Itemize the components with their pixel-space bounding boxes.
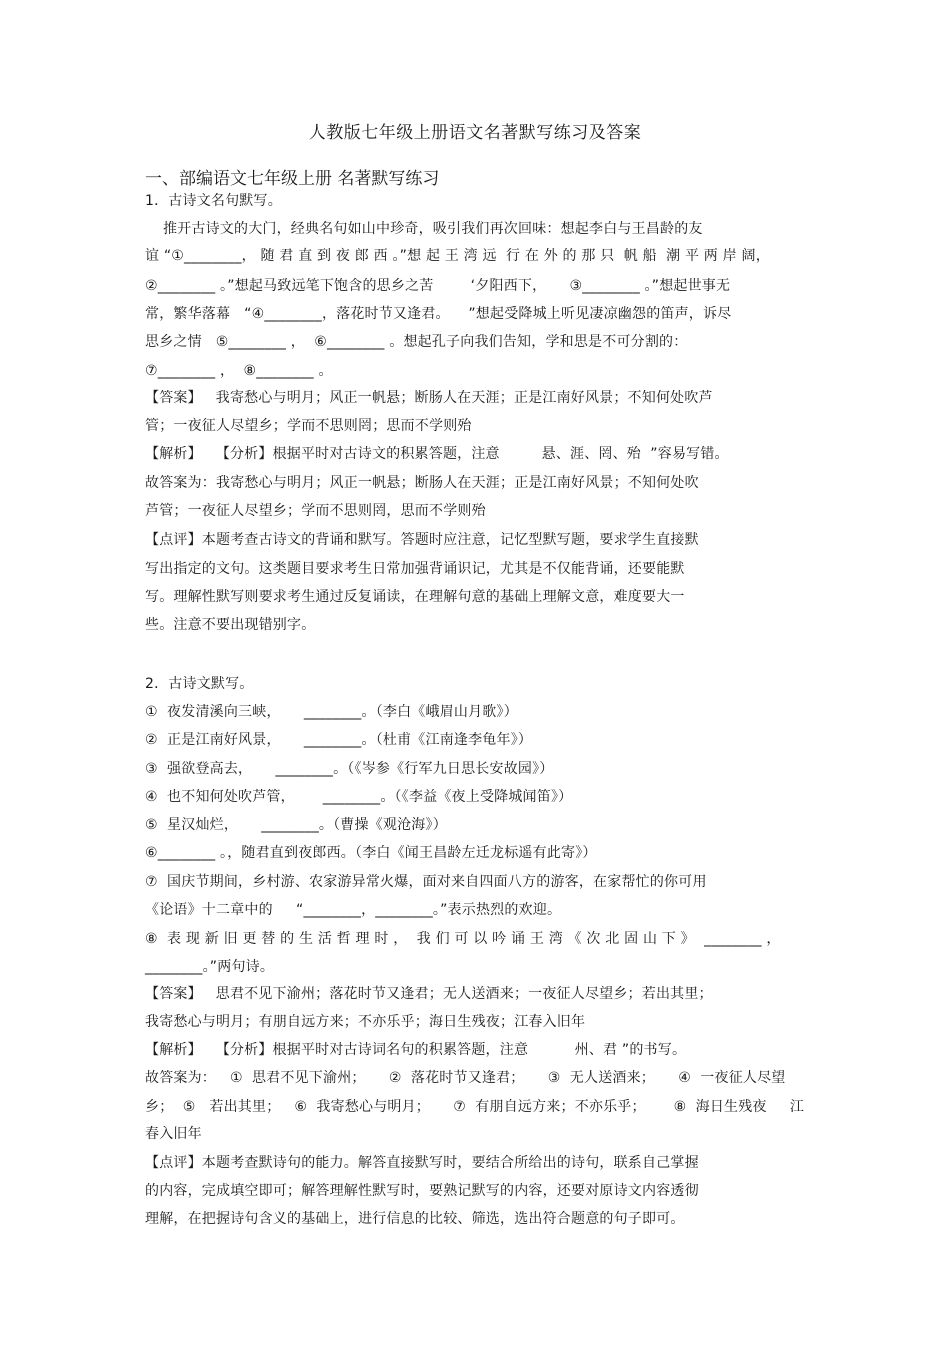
q2-answer-line: 我寄愁心与明月；有朋自远方来；不亦乐乎；海日生残夜；江春入旧年 — [145, 1014, 586, 1030]
q2-analysis-line: 乡； ⑤ 若出其里； ⑥ 我寄愁心与明月； ⑦ 有朋自远方来；不亦乐乎； ⑧ 海日生残夜 江 — [145, 1099, 805, 1115]
q2-item: 《论语》十二章中的 “________，________。”表示热烈的欢迎。 — [145, 902, 562, 918]
q1-analysis-line: 【解析】 【分析】根据平时对古诗文的积累答题，注意 悬、涯、罔、殆 ”容易写错。 — [145, 446, 729, 462]
q1-line: 推开古诗文的大门，经典名句如山中珍奇，吸引我们再次回味：想起李白与王昌龄的友 — [163, 221, 703, 237]
q2-item: ⑧ 表 现 新 旧 更 替 的 生 活 哲 理 时 ， 我 们 可 以 吟 诵 王 湾 《 次 北 固 山 下 》 ________ ， — [145, 931, 781, 947]
q1-line: 常，繁华落幕 “④________，落花时节又逢君。 ”想起受降城上听见凄凉幽怨的笛声，诉尽 — [145, 306, 732, 322]
q1-line: 谊 “①________， 随 君 直 到 夜 郎 西 。”想 起 王 湾 远 行 在 外 的 那 只 帆 船 潮 平 两 岸 阔， — [145, 248, 770, 264]
q2-item: ③ 强欲登高去， ________。（《岑参《行军九日思长安故园》） — [145, 761, 554, 777]
q1-comment-line: 些。注意不要出现错别字。 — [145, 617, 316, 633]
q1-heading: 1．古诗文名句默写。 — [145, 193, 282, 209]
q2-item: ① 夜发清溪向三峡， ________。（李白《峨眉山月歌》） — [145, 704, 518, 720]
q2-comment-line: 理解，在把握诗句含义的基础上，进行信息的比较、筛选，选出符合题意的句子即可。 — [145, 1211, 685, 1227]
q2-heading: 2．古诗文默写。 — [145, 676, 254, 692]
q2-analysis-line: 故答案为： ① 思君不见下渝州； ② 落花时节又逢君； ③ 无人送酒来； ④ 一夜征人尽望 — [145, 1070, 786, 1086]
q1-answer-line: 管；一夜征人尽望乡；学而不思则罔；思而不学则殆 — [145, 418, 472, 434]
q1-line: 思乡之情 ⑤________ ， ⑥________ 。想起孔子向我们告知，学和思是不可分割的： — [145, 334, 688, 350]
q2-item: ② 正是江南好风景， ________。（杜甫《江南逢李龟年》） — [145, 732, 533, 748]
q1-analysis-line: 故答案为：我寄愁心与明月；风正一帆悬；断肠人在天涯；正是江南好风景；不知何处吹 — [145, 475, 699, 491]
q2-analysis-line: 【解析】 【分析】根据平时对古诗词名句的积累答题，注意 州、君 ”的书写。 — [145, 1042, 687, 1058]
q1-answer-line: 【答案】 我寄愁心与明月；风正一帆悬；断肠人在天涯；正是江南好风景；不知何处吹芦 — [145, 390, 713, 406]
q2-answer-line: 【答案】 思君不见下渝州；落花时节又逢君；无人送酒来；一夜征人尽望乡；若出其里； — [145, 986, 713, 1002]
section-heading: 一、部编语文七年级上册 名著默写练习 — [145, 169, 440, 189]
page-title: 人教版七年级上册语文名著默写练习及答案 — [308, 123, 642, 143]
q1-comment-line: 写。理解性默写则要求考生通过反复诵读，在理解句意的基础上理解文意，难度要大一 — [145, 589, 685, 605]
q1-analysis-line: 芦管；一夜征人尽望乡；学而不思则罔，思而不学则殆 — [145, 503, 486, 519]
q1-comment-line: 【点评】本题考查古诗文的背诵和默写。答题时应注意，记忆型默写题，要求学生直接默 — [145, 532, 699, 548]
q1-comment-line: 写出指定的文句。这类题目要求考生日常加强背诵识记，尤其是不仅能背诵，还要能默 — [145, 561, 685, 577]
q2-comment-line: 的内容，完成填空即可；解答理解性默写时，要熟记默写的内容，还要对原诗文内容透彻 — [145, 1183, 699, 1199]
q2-item: ⑦ 国庆节期间，乡村游、农家游异常火爆，面对来自四面八方的游客，在家帮忙的你可用 — [145, 874, 707, 890]
q2-comment-line: 【点评】本题考查默诗句的能力。解答直接默写时，要结合所给出的诗句，联系自己掌握 — [145, 1155, 699, 1171]
q2-item: ⑤ 星汉灿烂， ________。（曹操《观沧海》） — [145, 817, 447, 833]
q2-analysis-line: 春入旧年 — [145, 1126, 202, 1142]
q1-line: ⑦________ ， ⑧________ 。 — [145, 363, 333, 379]
q2-item: ④ 也不知何处吹芦管， ________。（《李益《夜上受降城闻笛》） — [145, 789, 573, 805]
q2-item: ________。”两句诗。 — [145, 959, 275, 975]
q1-line: ②________ 。”想起马致远笔下饱含的思乡之苦 ‘夕阳西下， ③________ 。”想起世事无 — [145, 278, 731, 294]
q2-item: ⑥________ 。，随君直到夜郎西。（李白《闻王昌龄左迁龙标遥有此寄》） — [145, 845, 597, 861]
